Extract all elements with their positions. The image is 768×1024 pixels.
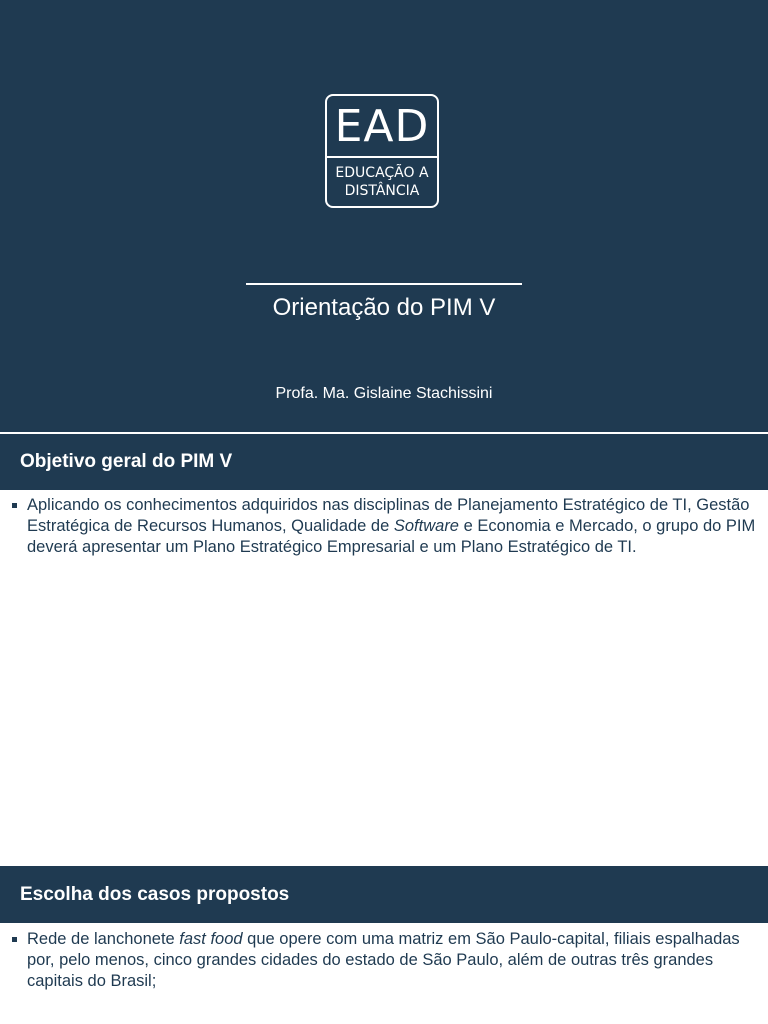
bullet-marker	[12, 937, 17, 942]
section-heading-objetivo: Objetivo geral do PIM V	[0, 434, 768, 490]
logo-subtitle-line1: EDUCAÇÃO A	[335, 165, 429, 181]
title-rule	[246, 283, 522, 285]
ead-logo	[325, 94, 439, 208]
bullet-text-emphasis: Software	[393, 517, 459, 535]
bullet-text-emphasis: fast food	[179, 930, 243, 948]
section-heading-casos: Escolha dos casos propostos	[0, 866, 768, 923]
slide-title: Orientação do PIM V	[272, 294, 496, 321]
author-name: Profa. Ma. Gislaine Stachissini	[275, 385, 493, 402]
bullet-item-objetivo	[10, 495, 756, 558]
logo-subtitle-line2: DISTÂNCIA	[344, 183, 420, 199]
bullet-text-part2: que opere com uma matriz em São Paulo-capital, filiais espalhadas por, pelo menos, cinco grandes cidades do estado de São Paulo, além de outras três grandes capitais do Brasil;	[27, 930, 740, 990]
bullet-text-part1: Rede de lanchonete	[27, 930, 180, 948]
bullet-marker	[12, 503, 17, 508]
bullet-text	[27, 495, 756, 558]
bullet-item-casos	[10, 929, 756, 992]
cover-slide	[0, 0, 768, 432]
bullet-text-part2: e Economia e Mercado, o grupo do PIM deverá apresentar um Plano Estratégico Empresarial e um Plano Estratégico de TI.	[27, 517, 756, 556]
logo-subtitle	[327, 164, 437, 200]
bullet-text	[27, 929, 756, 992]
bullet-text-part1: Aplicando os conhecimentos adquiridos nas disciplinas de Planejamento Estratégico de TI, Gestão Estratégica de Recursos Humanos, Qualidade de	[27, 496, 750, 535]
logo-divider	[327, 156, 437, 158]
logo-main-text: EAD	[334, 101, 430, 152]
